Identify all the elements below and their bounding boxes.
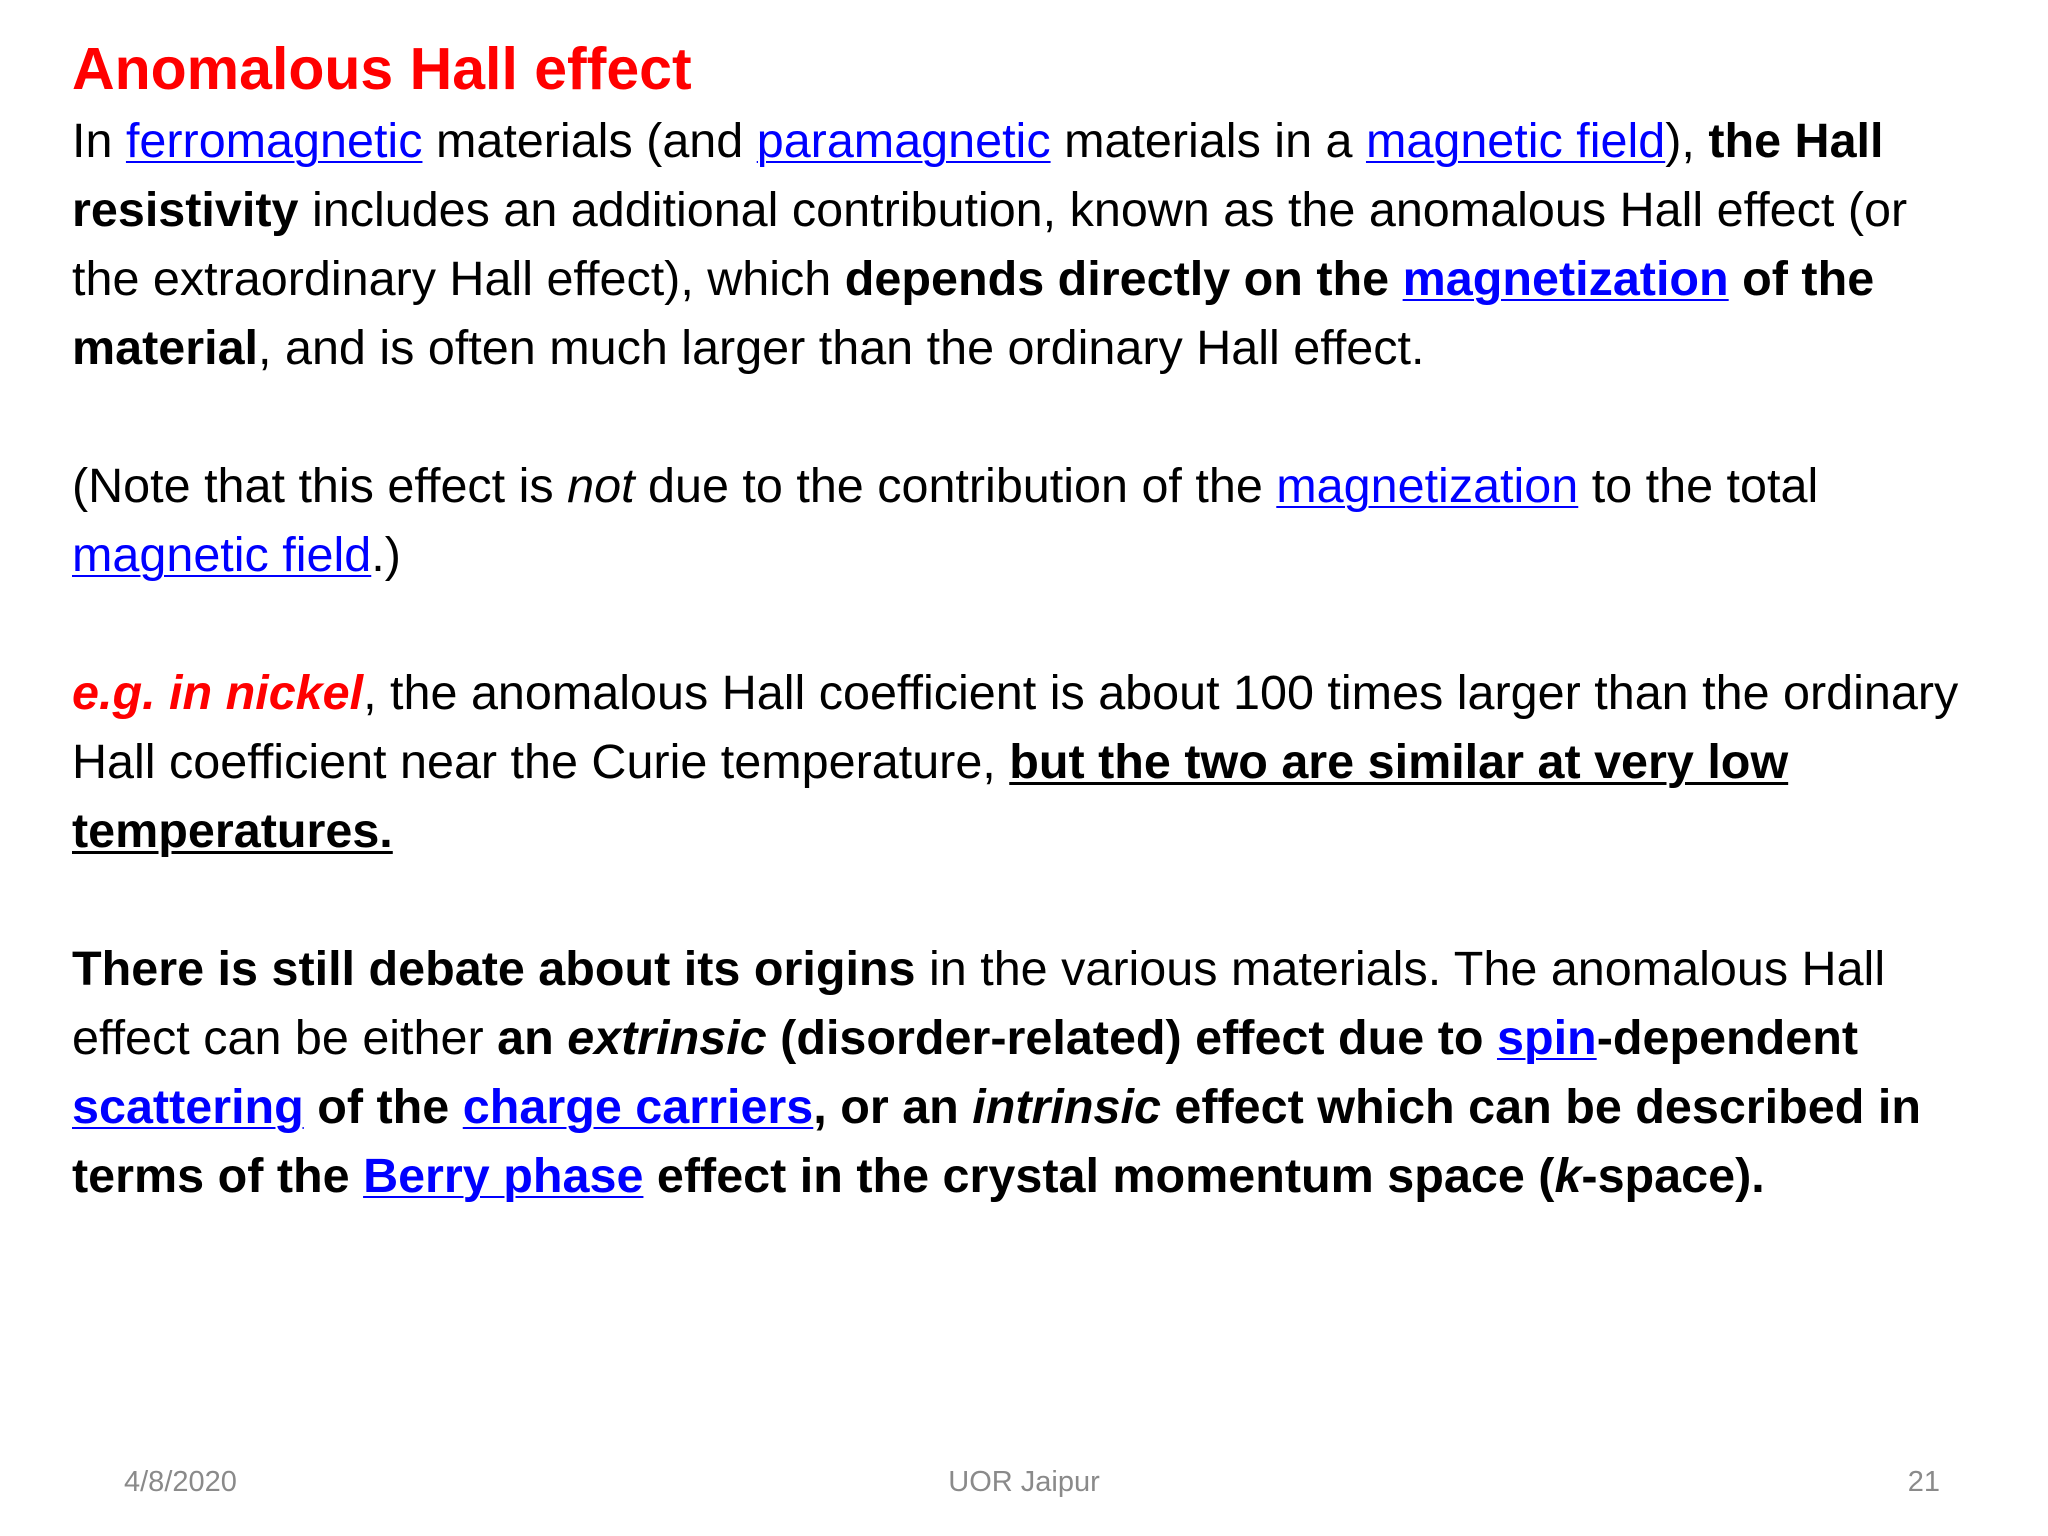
bold-underlined-text: but the two are similar at very low temperatures. (72, 735, 1789, 858)
paragraph-origins (72, 935, 1977, 1211)
red-emphasis-text: e.g. in nickel (72, 666, 364, 720)
bold-text: -dependent (1596, 1011, 1859, 1065)
link-paramagnetic[interactable]: paramagnetic (756, 114, 1051, 168)
link-magnetization[interactable]: magnetization (1402, 252, 1729, 306)
link-magnetic-field[interactable]: magnetic field (72, 528, 372, 582)
footer-page-number: 21 (1907, 1466, 1940, 1498)
bold-text: of the (303, 1080, 463, 1134)
slide-title: Anomalous Hall effect (72, 36, 692, 102)
bold-text: (disorder-related) effect due to (766, 1011, 1497, 1065)
slide-body (72, 107, 1977, 1211)
text: (Note that this effect is (72, 459, 568, 513)
footer-date: 4/8/2020 (124, 1466, 237, 1498)
paragraph-nickel (72, 659, 1977, 866)
bold-text: effect which can be described in terms of the (72, 1080, 1921, 1203)
link-magnetization[interactable]: magnetization (1276, 459, 1579, 513)
text: In (72, 114, 126, 168)
paragraph-intro (72, 107, 1977, 383)
bold-text: depends directly on the (844, 252, 1403, 306)
text: , and is often much larger than the ordinary Hall effect. (258, 321, 1425, 375)
link-magnetic-field[interactable]: magnetic field (1365, 114, 1666, 168)
italic-text: not (567, 459, 635, 513)
text: due to the contribution of the (634, 459, 1277, 513)
text: materials (and (422, 114, 757, 168)
paragraph-note (72, 452, 1977, 590)
link-ferromagnetic[interactable]: ferromagnetic (125, 114, 423, 168)
bold-text: There is still debate about its origins (72, 942, 916, 996)
bold-italic-text: k (1554, 1149, 1582, 1203)
text: in the various materials. The anomalous Hall effect can be either (72, 942, 1886, 1065)
text: materials in a (1050, 114, 1366, 168)
link-berry-phase[interactable]: Berry phase (363, 1149, 644, 1203)
bold-italic-text: intrinsic (972, 1080, 1161, 1134)
link-scattering[interactable]: scattering (72, 1080, 304, 1134)
bold-text: of the material (72, 252, 1875, 375)
bold-text: the Hall resistivity (72, 114, 1884, 237)
text: , the anomalous Hall coefficient is about 100 times larger than the ordinary Hall coefficient near the Curie temperature, (72, 666, 1959, 789)
link-charge-carriers[interactable]: charge carriers (462, 1080, 814, 1134)
text: ), (1665, 114, 1709, 168)
link-spin[interactable]: spin (1496, 1011, 1597, 1065)
bold-text: -space). (1581, 1149, 1765, 1203)
footer-presenter: UOR Jaipur (948, 1466, 1100, 1498)
text: to the total (1578, 459, 1819, 513)
bold-text: an (497, 1011, 568, 1065)
text: .) (371, 528, 401, 582)
bold-text: , or an (813, 1080, 973, 1134)
text: includes an additional contribution, known as the anomalous Hall effect (or the extraordinary Hall effect), which (72, 183, 1908, 306)
bold-italic-text: extrinsic (567, 1011, 767, 1065)
bold-text: effect in the crystal momentum space ( (643, 1149, 1555, 1203)
